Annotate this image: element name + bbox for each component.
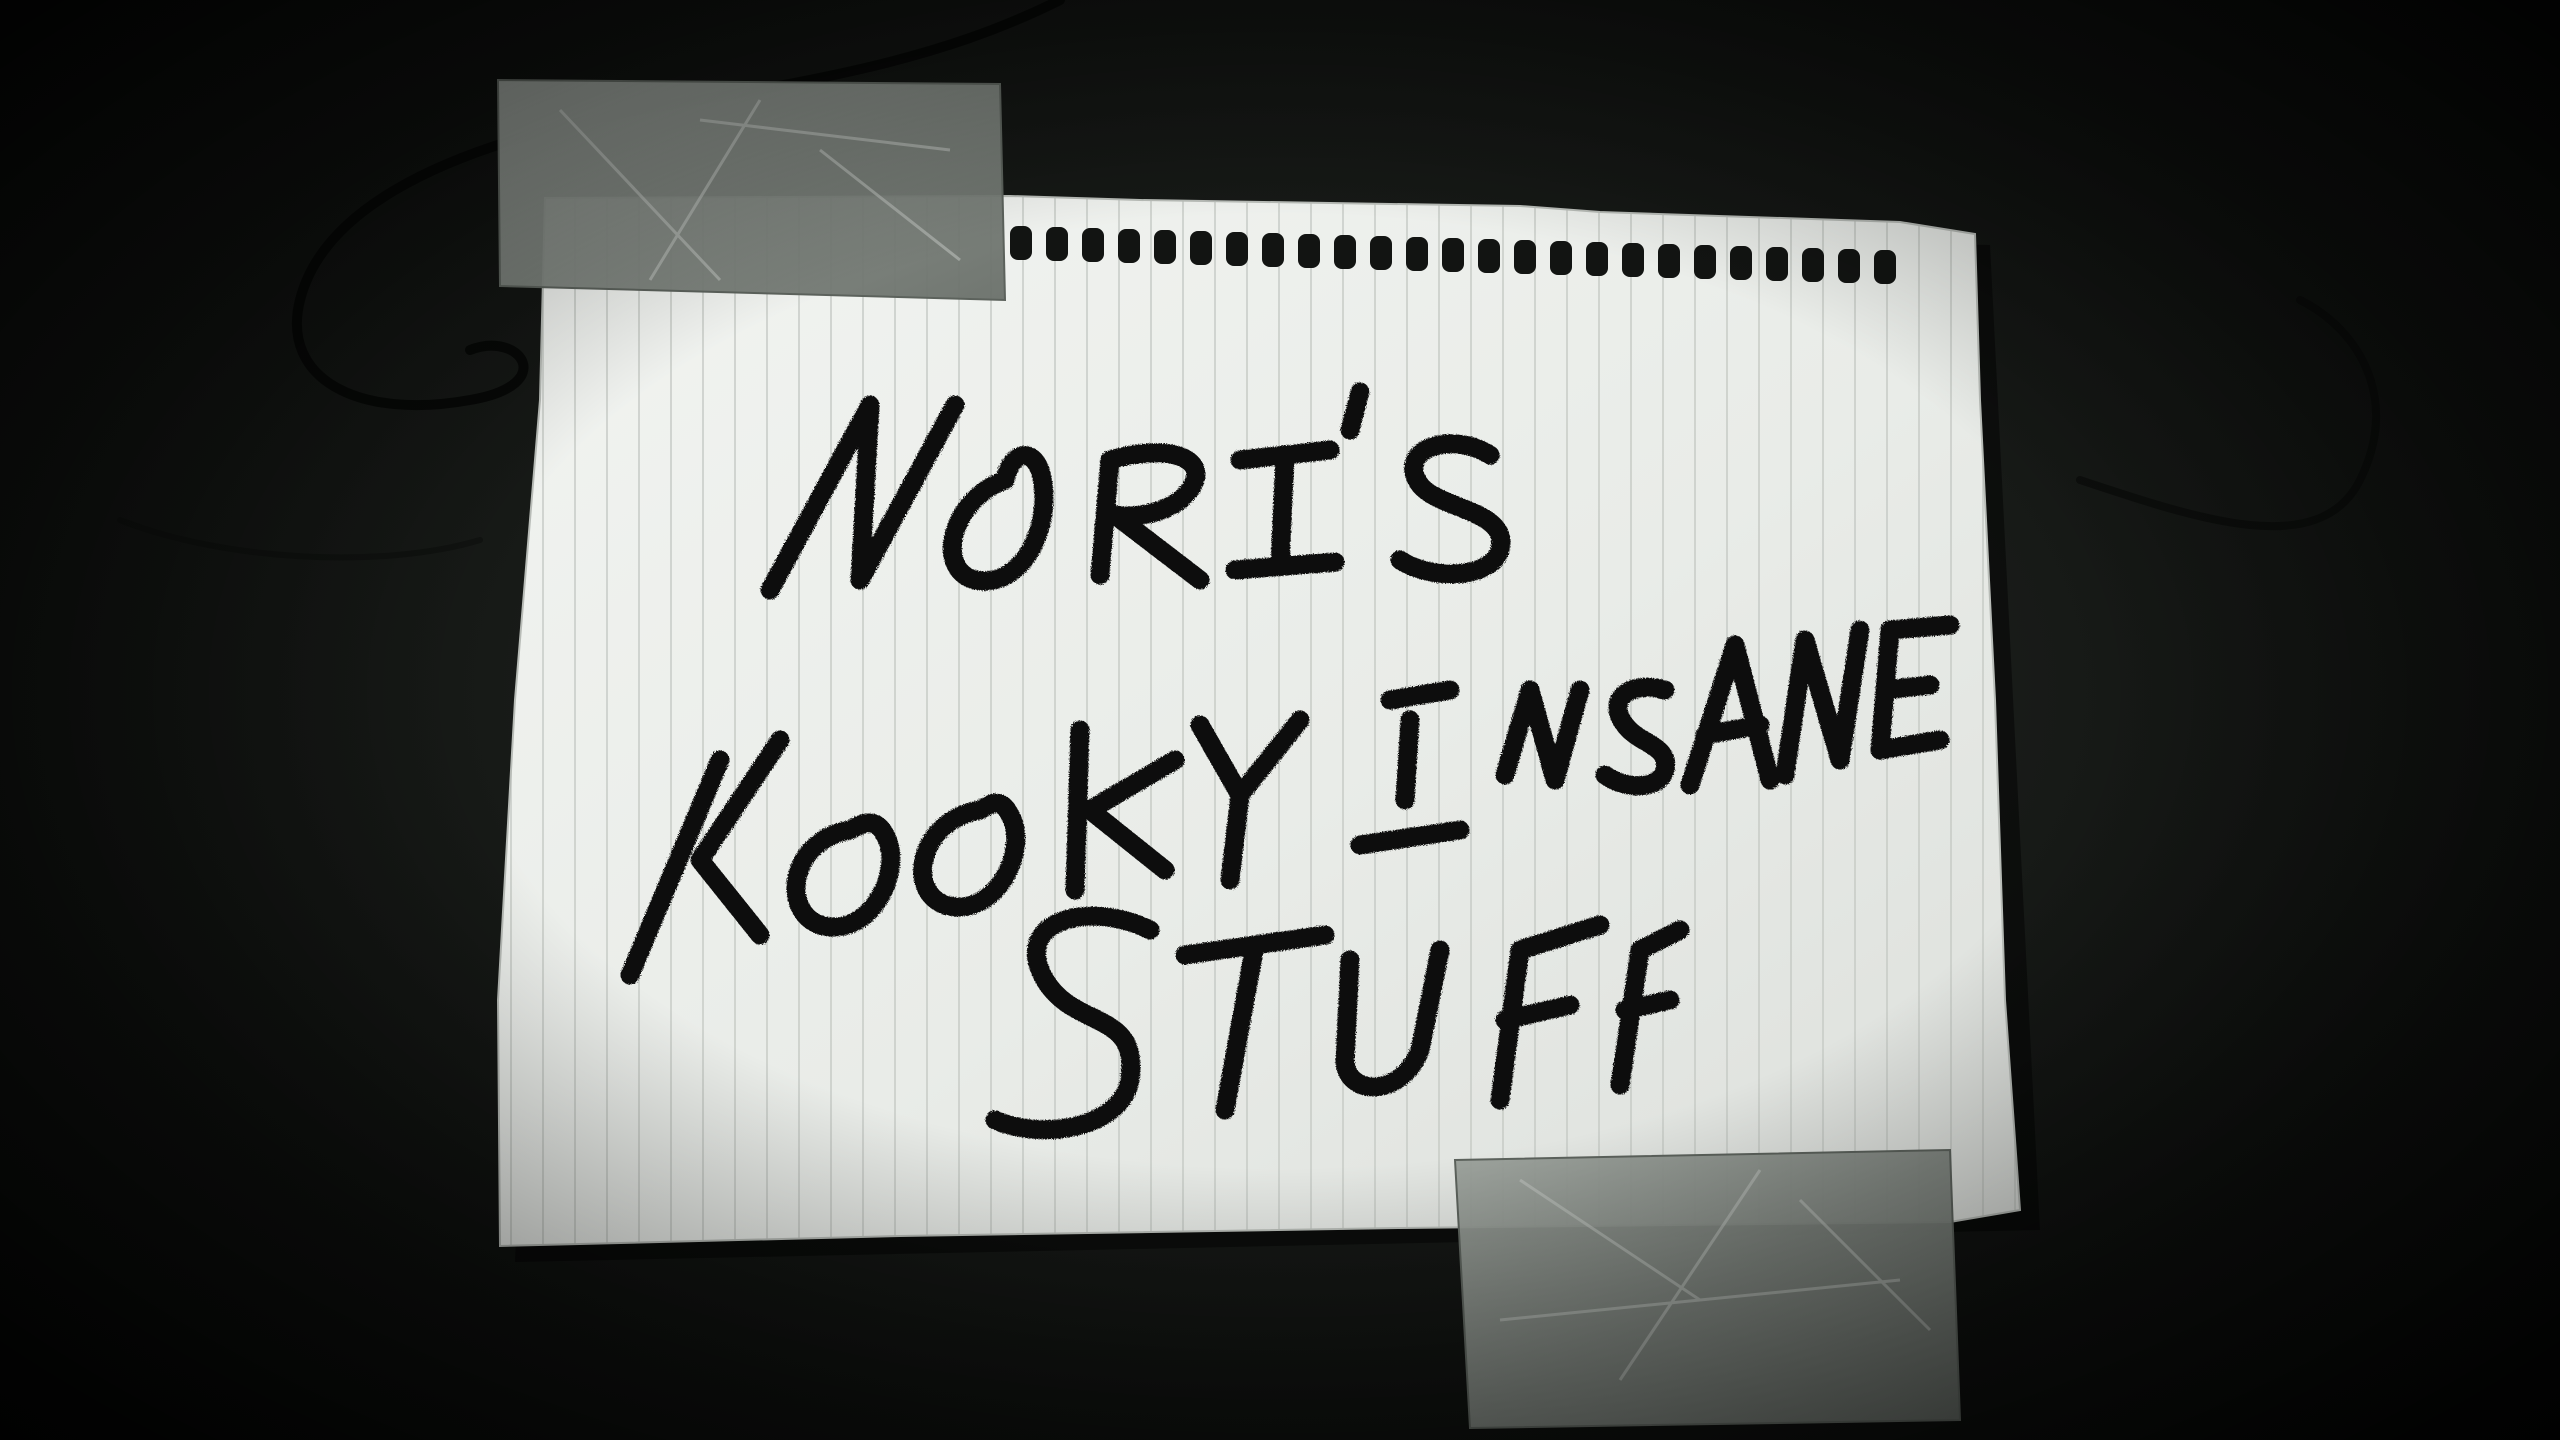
tape-bottom-right (1455, 1150, 1960, 1428)
tape-top-left (498, 80, 1005, 300)
